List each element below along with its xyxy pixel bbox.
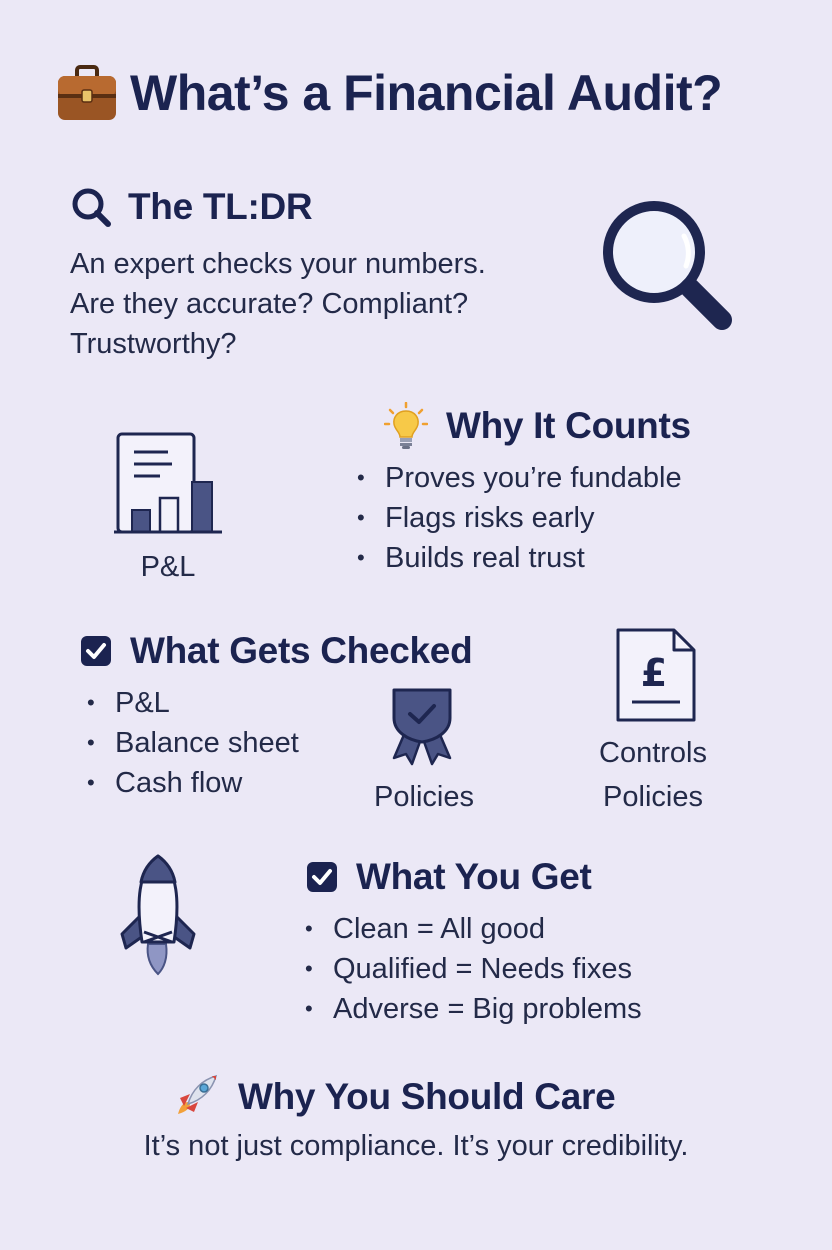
policies-label: Policies (374, 781, 474, 813)
why-counts-heading-text: Why It Counts (446, 405, 691, 446)
what-you-get-list (303, 909, 642, 1029)
page-title-text: What’s a Financial Audit? (130, 65, 723, 121)
tldr-line-2: Are they accurate? Compliant? (70, 288, 469, 320)
tldr-heading (70, 186, 312, 228)
briefcase-icon (56, 64, 118, 122)
pound-document-icon (614, 626, 698, 724)
controls-label (578, 731, 728, 819)
what-you-get-heading (306, 856, 592, 898)
list-item: • Cash flow (85, 763, 299, 803)
controls-label-line-1: Controls (599, 737, 707, 769)
list-item: • Balance sheet (85, 723, 299, 763)
care-heading (170, 1072, 615, 1122)
rocket-emoji-icon (170, 1072, 220, 1122)
list-item: • Qualified = Needs fixes (303, 949, 642, 989)
checkbox-icon (306, 861, 338, 893)
pl-label: P&L (140, 551, 196, 583)
checkbox-icon (80, 635, 112, 667)
list-item: • Builds real trust (355, 538, 682, 578)
page-title (56, 64, 722, 122)
what-checked-heading (80, 630, 472, 672)
care-text: It’s not just compliance. It’s your credibility. (143, 1130, 689, 1162)
list-item: • Proves you’re fundable (355, 458, 682, 498)
search-icon (70, 186, 112, 228)
tldr-heading-text: The TL:DR (128, 186, 313, 227)
tldr-text (70, 244, 486, 364)
what-checked-list (85, 683, 299, 803)
list-item: • P&L (85, 683, 299, 723)
list-item: • Clean = All good (303, 909, 642, 949)
controls-label-line-2: Policies (603, 781, 703, 813)
svg-text:£: £ (640, 651, 668, 695)
what-you-get-heading-text: What You Get (356, 856, 592, 897)
tldr-line-1: An expert checks your numbers. (70, 248, 486, 280)
tldr-line-3: Trustworthy? (70, 328, 237, 360)
care-heading-text: Why You Should Care (238, 1076, 616, 1117)
what-checked-heading-text: What Gets Checked (130, 630, 473, 671)
list-item: • Flags risks early (355, 498, 682, 538)
list-item: • Adverse = Big problems (303, 989, 642, 1029)
magnifying-glass-icon (598, 196, 738, 336)
rocket-icon (116, 852, 202, 978)
award-ribbon-icon (388, 684, 456, 766)
pl-report-icon (110, 430, 226, 540)
why-counts-heading (384, 402, 691, 450)
lightbulb-icon (384, 402, 428, 450)
why-counts-list (355, 458, 682, 578)
